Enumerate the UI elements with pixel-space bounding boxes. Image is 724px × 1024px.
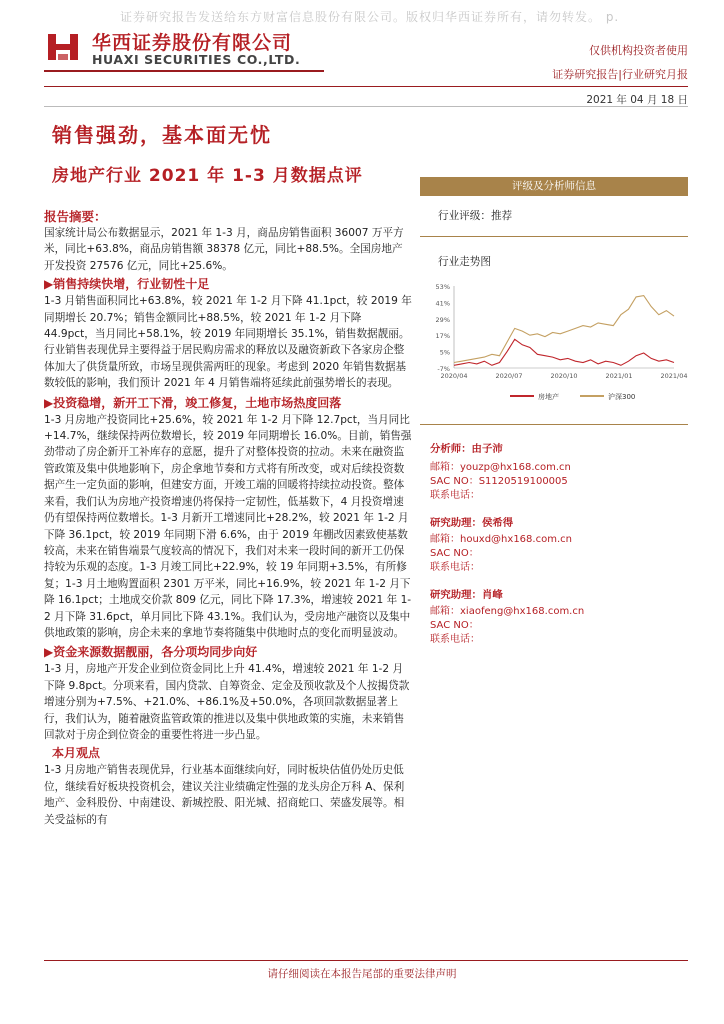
watermark-text: 证券研究报告发送给东方财富信息股份有限公司。版权归华西证券所有，请勿转发。 p. <box>120 10 620 24</box>
y-tick-label: -7% <box>437 365 450 373</box>
y-tick-label: 17% <box>435 332 450 341</box>
y-tick-label: 41% <box>435 299 450 308</box>
analyst-name: 分析师：由子沛 <box>430 443 503 455</box>
x-tick-label: 2020/10 <box>550 372 578 380</box>
y-tick-label: 5% <box>439 348 450 357</box>
industry-rating: 行业评级：推荐 <box>438 210 513 222</box>
legend-label: 房地产 <box>538 393 559 401</box>
x-tick-label: 2021/04 <box>660 372 688 380</box>
section-body: 1-3 月房地产投资同比+25.6%，较 2021 年 1-2 月下降 12.7pct，当月同比+14.7%，继续保持两位数增长，较 2019 年同期增长 16.0%。目前，销售强劲带动了房企新开工补库存的意愿，提升了对整体投资的拉动。未来在融资监管政策及集中供地影响下，房企拿地节奏和方式将有所改变，或对后续投资数据产生一定负面的影响，但建安方面，开竣工端的回暖将持续拉动投资。整体来看，我们认为房地产投资增速仍将保持一定韧性，低基数下，4 月投资增速仍有望保持两位数增长。1-3 月新开工增速同比+28.2%，较 2021 年 1-2 月下降 36.1pct，较 2019 年同期下滑 6.6%，由于 2019 年棚改因素致使基数较高，未来在销售端景气度较高的情况下，我们对未来一段时间的新开工仍保持较为乐观的态度。1-3 月竣工同比+22.9%，较 19 年同期+3.5%，有所修复；1-3 月土地购置面积 2301 万平米，同比+16.9%，较 2021 年 1-2 月下降 16.1pct；土地成交价款 809 亿元，同比下降 17.3%，增速较 2021 年 1-2 月下降 31.6pct，单月同比下降 43.1%。我们认为，受房地产融资以及集中供地政策的影响，房企未来的拿地节奏将随集中供地时点的变化而明显波动。 <box>44 413 412 639</box>
report-subtitle: 房地产行业 2021 年 1-3 月数据点评 <box>52 166 363 186</box>
analyst-email[interactable]: 邮箱：xiaofeng@hx168.com.cn <box>430 606 585 617</box>
y-tick-label: 53% <box>435 283 450 291</box>
analyst-email[interactable]: 邮箱：houxd@hx168.com.cn <box>430 534 572 545</box>
section-body: 1-3 月，房地产开发企业到位资金同比上升 41.4%，增速较 2021 年 1-2 月下降 9.8pct。分项来看，国内贷款、自筹资金、定金及预收款及个人按揭贷款增速分别为+7.5%、+21.0%、+86.1%及+50.0%，各项回款数据显著上行，我们认为，随着融资监管政策的推进以及集中供地政策的实施，未来销售回款对于房企到位资金的重要性将进一步凸显。 <box>44 663 410 741</box>
summary-intro: 国家统计局公布数据显示，2021 年 1-3 月，商品房销售面积 36007 万平方米，同比+63.8%，商品房销售额 38378 亿元，同比+88.5%。全国房地产开发投资 27576 亿元，同比+25.6%。 <box>44 227 404 272</box>
trend-chart-label: 行业走势图 <box>438 256 491 268</box>
huaxi-logo-icon <box>46 32 80 62</box>
analyst-email[interactable]: 邮箱：youzp@hx168.com.cn <box>430 462 571 473</box>
section-title: ▶资金来源数据靓丽，各分项均同步向好 <box>44 645 258 660</box>
x-tick-label: 2020/07 <box>495 372 523 380</box>
analyst-sac: SAC NO： <box>430 620 479 631</box>
analyst-phone: 联系电话： <box>430 634 480 645</box>
analyst-name: 研究助理：肖峰 <box>430 589 503 601</box>
company-name-en: HUAXI SECURITIES CO.,LTD. <box>92 52 301 67</box>
analyst-phone: 联系电话： <box>430 490 480 501</box>
sidebar-divider <box>420 424 688 425</box>
header-divider <box>44 86 688 87</box>
section-body: 1-3 月销售面积同比+63.8%，较 2021 年 1-2 月下降 41.1pct，较 2019 年同期增长 20.7%；销售金额同比+88.5%，较 2021 年 1-2 月下降 44.9pct，当月同比+58.1%，较 2019 年同期增长 35.1%，销售数据靓丽。行业销售表现优异主要得益于居民购房需求的释放以及融资新政下各家房企整体加大了供货量所致，市场呈现供需两旺的现象。考虑到 2020 年销售数据基数较低的影响，我们预计 2021 年 4 月销售端将延续此前强势增长的表现。 <box>44 295 412 390</box>
summary-column <box>44 208 412 828</box>
y-tick-label: 29% <box>435 315 450 324</box>
x-tick-label: 2020/04 <box>440 372 468 380</box>
company-name-cn: 华西证券股份有限公司 <box>92 32 293 54</box>
report-title: 销售强劲，基本面无忧 <box>52 123 272 147</box>
analyst-sac: SAC NO：S1120519100005 <box>430 476 568 487</box>
section-title: ▶销售持续快增，行业韧性十足 <box>44 277 210 292</box>
section-title: 本月观点 <box>52 746 101 761</box>
date-divider <box>44 106 688 107</box>
report-type: 证券研究报告|行业研究月报 <box>552 68 688 81</box>
sidebar-divider <box>420 236 688 237</box>
series-line-csi300 <box>454 296 674 363</box>
legend-label: 沪深300 <box>608 393 636 401</box>
trend-chart <box>424 278 688 416</box>
section-body: 1-3 月房地产销售表现优异，行业基本面继续向好，同时板块估值仍处历史低位，继续看好板块投资机会，建议关注业绩确定性强的龙头房企万科 A、保利地产、金科股份、中南建设、新城控股、阳光城、招商蛇口、荣盛发展等。相关受益标的有 <box>44 764 405 826</box>
analyst-name: 研究助理：侯希得 <box>430 517 514 529</box>
footer-divider <box>44 960 688 961</box>
analyst-phone: 联系电话： <box>430 562 480 573</box>
logo-underline <box>44 70 324 72</box>
rating-band: 评级及分析师信息 <box>420 177 688 196</box>
legal-notice: 请仔细阅读在本报告尾部的重要法律声明 <box>267 968 457 980</box>
audience-label: 仅供机构投资者使用 <box>589 44 688 57</box>
x-tick-label: 2021/01 <box>605 372 633 380</box>
analyst-sac: SAC NO： <box>430 548 479 559</box>
summary-heading: 报告摘要： <box>44 209 107 224</box>
section-title: ▶投资稳增，新开工下滑，竣工修复，土地市场热度回落 <box>44 395 342 410</box>
series-line-real-estate <box>454 339 674 365</box>
report-date: 2021 年 04 月 18 日 <box>586 94 688 106</box>
